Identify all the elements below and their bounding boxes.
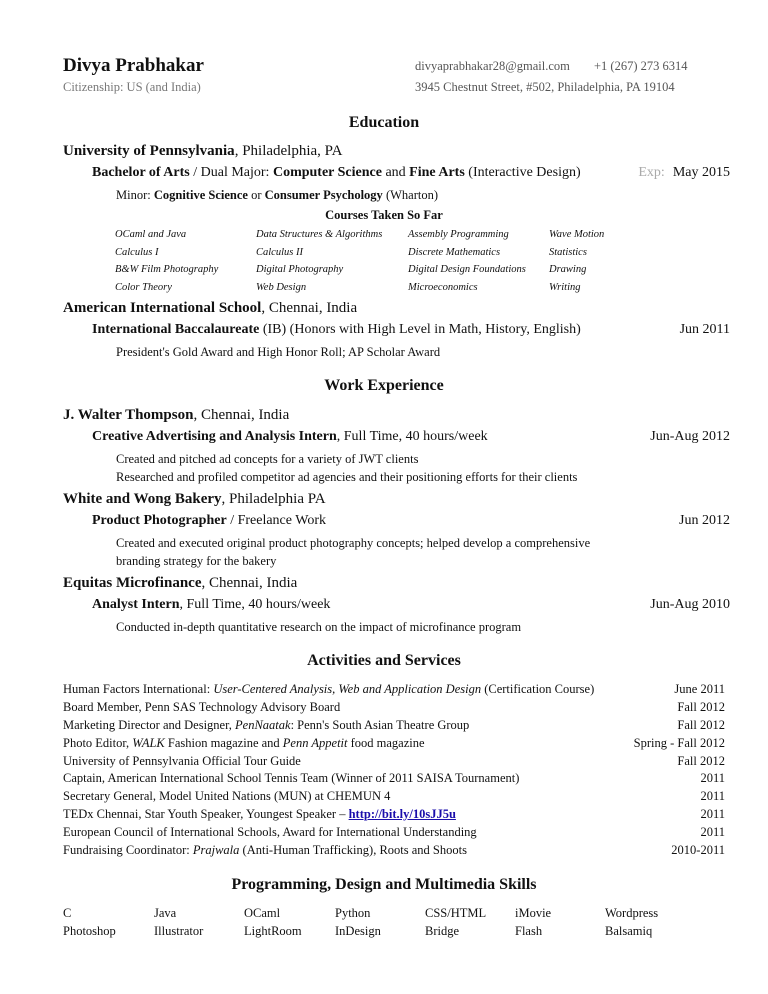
activity-item <box>63 808 725 821</box>
activity-item <box>63 844 725 857</box>
skill-item: C <box>63 906 72 920</box>
activity-text: Marketing Director and Designer, <box>63 718 236 732</box>
degree-title: Bachelor of Arts <box>92 165 190 180</box>
activity-item <box>63 737 725 750</box>
activity-text: Captain, American International School Tennis Team (Winner of 2011 SAISA Tournament) <box>63 771 520 785</box>
email-address[interactable]: divyaprabhakar28@gmail.com <box>415 59 570 73</box>
activity-item <box>63 826 725 839</box>
job-desc: Researched and profiled competitor ad agencies and their positioning efforts for their clients <box>116 470 578 484</box>
activity-italic: User-Centered Analysis, Web and Application Design <box>213 682 482 696</box>
course-item: B&W Film Photography <box>115 264 219 275</box>
minor-2: Consumer Psychology <box>264 188 383 202</box>
degree-date: May 2015 <box>672 165 730 180</box>
activity-date: Fall 2012 <box>677 754 725 768</box>
company-name: White and Wong Bakery <box>63 491 222 507</box>
activity-text: University of Pennsylvania Official Tour Guide <box>63 754 301 768</box>
activity-date: Fall 2012 <box>677 718 725 732</box>
expected-label: Exp: <box>638 165 665 180</box>
company-location: , Philadelphia PA <box>221 491 326 507</box>
activity-date: 2011 <box>700 771 725 785</box>
minor-note: (Wharton) <box>382 188 438 202</box>
activity-item <box>63 683 725 696</box>
skill-item: Flash <box>515 924 543 938</box>
job-desc: Created and executed original product photography concepts; helped develop a comprehensive <box>116 536 591 550</box>
activity-item <box>63 719 725 732</box>
job-desc: Conducted in-depth quantitative research on the impact of microfinance program <box>116 620 522 634</box>
course-item: Wave Motion <box>549 229 605 240</box>
phone-number: +1 (267) 273 6314 <box>594 59 688 73</box>
activity-text: Fashion magazine and <box>164 736 283 750</box>
education-upenn <box>63 143 730 160</box>
school-location: , Philadelphia, PA <box>234 143 343 159</box>
wwb-title <box>92 513 730 529</box>
wwb-desc-2 <box>116 554 730 569</box>
activity-italic: Penn Appetit <box>282 736 348 750</box>
education-heading: Education <box>348 114 420 131</box>
activity-item <box>63 790 725 803</box>
skill-item: iMovie <box>515 906 552 920</box>
degree-sep: / Dual Major: <box>189 165 273 180</box>
job-title: Product Photographer <box>92 513 227 528</box>
skill-item: Bridge <box>425 924 460 938</box>
activity-text: Photo Editor, <box>63 736 133 750</box>
major-2: Fine Arts <box>409 165 465 180</box>
job-title: Analyst Intern <box>92 597 180 612</box>
activity-text: Human Factors International: <box>63 682 214 696</box>
jwt-title <box>92 429 730 445</box>
course-item: Calculus II <box>256 247 303 258</box>
equitas-title <box>92 597 730 613</box>
activity-text: Fundraising Coordinator: <box>63 843 193 857</box>
company-location: , Chennai, India <box>201 575 298 591</box>
major-2-note: (Interactive Design) <box>464 165 581 180</box>
or-text: or <box>247 188 265 202</box>
skill-item: Illustrator <box>154 924 204 938</box>
activity-text: TEDx Chennai, Star Youth Speaker, Youngest Speaker – <box>63 807 349 821</box>
skill-item: CSS/HTML <box>425 906 487 920</box>
activity-item <box>63 772 725 785</box>
skill-item: Balsamiq <box>605 924 653 938</box>
course-item: Writing <box>549 282 581 293</box>
equitas-desc-1 <box>116 620 730 635</box>
course-item: Microeconomics <box>408 282 478 293</box>
work-heading: Work Experience <box>324 377 444 394</box>
activity-italic: PenNaatak <box>235 718 291 732</box>
minor-label: Minor: <box>116 188 154 202</box>
ais-awards <box>116 345 730 360</box>
activity-item <box>63 755 725 768</box>
skill-item: OCaml <box>244 906 281 920</box>
course-item: Drawing <box>549 264 587 275</box>
activity-date: 2011 <box>700 825 725 839</box>
skill-item: InDesign <box>335 924 381 938</box>
activity-text: Board Member, Penn SAS Technology Advisory Board <box>63 700 341 714</box>
minor-1: Cognitive Science <box>153 188 248 202</box>
job-date: Jun-Aug 2012 <box>650 429 730 444</box>
awards-text: President's Gold Award and High Honor Roll; AP Scholar Award <box>116 345 441 359</box>
job-desc: Created and pitched ad concepts for a variety of JWT clients <box>116 452 419 466</box>
wwb-desc-1 <box>116 536 730 551</box>
course-item: Digital Design Foundations <box>408 264 526 275</box>
and-text: and <box>381 165 410 180</box>
upenn-degree <box>92 165 730 181</box>
citizenship: Citizenship: US (and India) <box>63 80 201 94</box>
activity-date: 2010-2011 <box>671 843 725 857</box>
activity-text: European Council of International Schools, Award for International Understanding <box>63 825 477 839</box>
tedx-link[interactable]: http://bit.ly/10sJJ5u <box>348 807 456 821</box>
school-name: University of Pennsylvania <box>63 143 235 159</box>
job-desc: branding strategy for the bakery <box>116 554 277 568</box>
course-item: Discrete Mathematics <box>408 247 501 258</box>
activity-date: 2011 <box>700 789 725 803</box>
skill-item: Photoshop <box>63 924 116 938</box>
job-date: Jun 2012 <box>679 513 730 528</box>
education-ais <box>63 300 730 317</box>
activity-text: Secretary General, Model United Nations (MUN) at CHEMUN 4 <box>63 789 391 803</box>
job-equitas <box>63 575 730 592</box>
skill-item: LightRoom <box>244 924 302 938</box>
skills-heading: Programming, Design and Multimedia Skills <box>231 876 537 893</box>
jwt-desc-1 <box>116 452 730 467</box>
degree-note: (IB) (Honors with High Level in Math, History, English) <box>259 322 581 337</box>
company-name: Equitas Microfinance <box>63 575 202 591</box>
job-wwb <box>63 491 730 508</box>
activity-date: Spring - Fall 2012 <box>633 736 725 750</box>
activity-italic: Prajwala <box>192 843 240 857</box>
company-name: J. Walter Thompson <box>63 407 194 423</box>
course-item: Color Theory <box>115 282 172 293</box>
course-item: Calculus I <box>115 247 159 258</box>
job-title: Creative Advertising and Analysis Intern <box>92 429 337 444</box>
skill-item: Python <box>335 906 371 920</box>
candidate-name: Divya Prabhakar <box>63 55 204 76</box>
school-location: , Chennai, India <box>261 300 358 316</box>
skill-item: Wordpress <box>605 906 659 920</box>
course-item: Digital Photography <box>256 264 344 275</box>
jwt-desc-2 <box>116 470 730 485</box>
activity-text: food magazine <box>347 736 425 750</box>
activity-date: June 2011 <box>674 682 725 696</box>
activity-item <box>63 701 725 714</box>
ais-degree <box>92 322 730 338</box>
activity-date: Fall 2012 <box>677 700 725 714</box>
activity-text: (Certification Course) <box>481 682 595 696</box>
course-item: Web Design <box>256 282 307 293</box>
job-jwt <box>63 407 730 424</box>
skill-item: Java <box>154 906 177 920</box>
activity-date: 2011 <box>700 807 725 821</box>
activities-heading: Activities and Services <box>307 652 461 669</box>
upenn-minor <box>116 188 730 203</box>
course-item: OCaml and Java <box>115 229 187 240</box>
course-item: Data Structures & Algorithms <box>256 229 383 240</box>
job-note: / Freelance Work <box>226 513 326 528</box>
course-item: Assembly Programming <box>408 229 509 240</box>
job-note: , Full Time, 40 hours/week <box>336 429 488 444</box>
job-date: Jun-Aug 2010 <box>650 597 730 612</box>
course-item: Statistics <box>549 247 587 258</box>
degree-title: International Baccalaureate <box>92 322 260 337</box>
street-address: 3945 Chestnut Street, #502, Philadelphia, PA 19104 <box>415 80 675 94</box>
activity-italic: WALK <box>132 736 165 750</box>
degree-date: Jun 2011 <box>679 322 730 337</box>
company-location: , Chennai, India <box>193 407 290 423</box>
job-note: , Full Time, 40 hours/week <box>179 597 331 612</box>
school-name: American International School <box>63 300 262 316</box>
major-1: Computer Science <box>272 165 382 180</box>
activity-text: : Penn's South Asian Theatre Group <box>290 718 470 732</box>
courses-title: Courses Taken So Far <box>325 208 443 222</box>
activity-text: (Anti-Human Trafficking), Roots and Shoots <box>239 843 467 857</box>
